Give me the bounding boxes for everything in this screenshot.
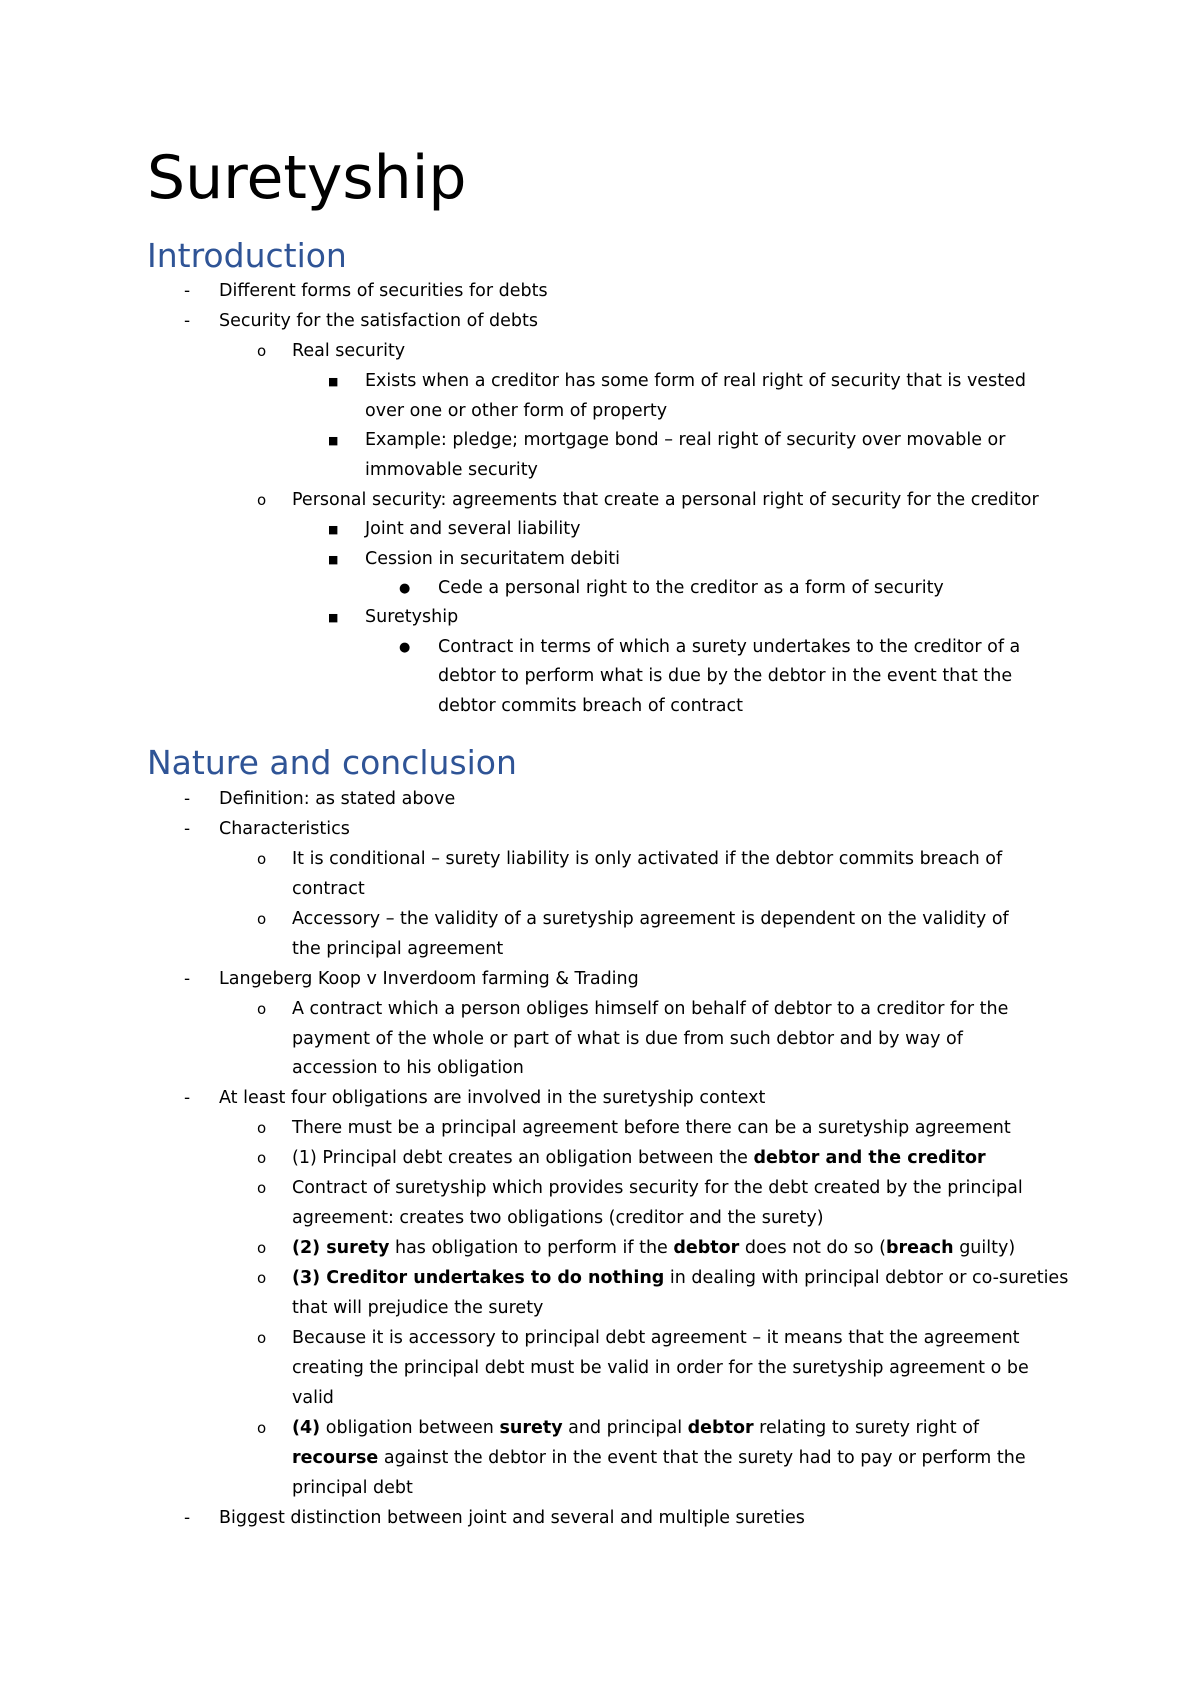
square-bullet: ■ bbox=[328, 553, 339, 566]
list-item-continuation bbox=[292, 1444, 1026, 1474]
heading-nature-and-conclusion: Nature and conclusion bbox=[147, 743, 517, 782]
list-item: Real security bbox=[292, 341, 406, 361]
square-bullet: ■ bbox=[328, 375, 339, 388]
list-item-continuation: payment of the whole or part of what is due from such debtor and by way of bbox=[292, 1029, 963, 1049]
bold-text-run: surety bbox=[499, 1418, 563, 1438]
list-item: Langeberg Koop v Inverdoom farming & Trading bbox=[219, 969, 639, 989]
circle-bullet: o bbox=[257, 1000, 267, 1018]
list-item-continuation: that will prejudice the surety bbox=[292, 1298, 544, 1318]
circle-bullet: o bbox=[257, 850, 267, 868]
circle-bullet: o bbox=[257, 1269, 267, 1287]
circle-bullet: o bbox=[257, 1119, 267, 1137]
list-item-continuation: over one or other form of property bbox=[365, 401, 668, 421]
list-item-continuation: contract bbox=[292, 879, 365, 899]
list-item: Joint and several liability bbox=[365, 519, 581, 539]
list-item-continuation: principal debt bbox=[292, 1478, 413, 1498]
circle-bullet: o bbox=[257, 1149, 267, 1167]
bold-text-run: debtor and the creditor bbox=[753, 1148, 986, 1168]
list-item-continuation: the principal agreement bbox=[292, 939, 504, 959]
text-run: obligation between bbox=[320, 1418, 500, 1438]
dot-bullet: ● bbox=[399, 640, 411, 655]
circle-bullet: o bbox=[257, 1419, 267, 1437]
dot-bullet: ● bbox=[399, 581, 411, 596]
dash-bullet: - bbox=[184, 1088, 191, 1108]
dash-bullet: - bbox=[184, 311, 191, 331]
list-item: Definition: as stated above bbox=[219, 789, 456, 809]
list-item: It is conditional – surety liability is only activated if the debtor commits breach of bbox=[292, 849, 1003, 869]
list-item bbox=[292, 1414, 979, 1444]
list-item: Personal security: agreements that create a personal right of security for the creditor bbox=[292, 490, 1039, 510]
text-run: against the debtor in the event that the surety had to pay or perform the bbox=[378, 1448, 1026, 1468]
dash-bullet: - bbox=[184, 819, 191, 839]
list-item: Accessory – the validity of a suretyship agreement is dependent on the validity of bbox=[292, 909, 1009, 929]
text-run: guilty) bbox=[953, 1238, 1016, 1258]
dash-bullet: - bbox=[184, 969, 191, 989]
circle-bullet: o bbox=[257, 1329, 267, 1347]
list-item: Biggest distinction between joint and several and multiple sureties bbox=[219, 1508, 805, 1528]
list-item: Exists when a creditor has some form of real right of security that is vested bbox=[365, 371, 1026, 391]
circle-bullet: o bbox=[257, 1239, 267, 1257]
circle-bullet: o bbox=[257, 491, 267, 509]
bold-text-run: debtor bbox=[673, 1238, 740, 1258]
square-bullet: ■ bbox=[328, 434, 339, 447]
list-item: Characteristics bbox=[219, 819, 350, 839]
list-item-continuation: accession to his obligation bbox=[292, 1058, 524, 1078]
bold-text-run: recourse bbox=[292, 1448, 379, 1468]
list-item: There must be a principal agreement before there can be a suretyship agreement bbox=[292, 1118, 1011, 1138]
list-item-continuation: debtor commits breach of contract bbox=[438, 696, 743, 716]
list-item-continuation: creating the principal debt must be valid in order for the suretyship agreement o be bbox=[292, 1358, 1029, 1378]
list-item: At least four obligations are involved in the suretyship context bbox=[219, 1088, 766, 1108]
list-item: Because it is accessory to principal debt agreement – it means that the agreement bbox=[292, 1328, 1020, 1348]
list-item: Cede a personal right to the creditor as a form of security bbox=[438, 578, 944, 598]
list-item bbox=[292, 1234, 1015, 1264]
list-item-continuation: valid bbox=[292, 1388, 334, 1408]
dash-bullet: - bbox=[184, 1508, 191, 1528]
text-run: does not do so ( bbox=[739, 1238, 886, 1258]
dash-bullet: - bbox=[184, 281, 191, 301]
list-item: Contract in terms of which a surety undertakes to the creditor of a bbox=[438, 637, 1021, 657]
bold-text-run: (3) Creditor undertakes to do nothing bbox=[292, 1268, 665, 1288]
text-run: (1) Principal debt creates an obligation between the bbox=[292, 1148, 754, 1168]
list-item: Contract of suretyship which provides security for the debt created by the principal bbox=[292, 1178, 1023, 1198]
bold-text-run: (4) bbox=[292, 1418, 321, 1438]
list-item bbox=[292, 1144, 986, 1174]
text-run: has obligation to perform if the bbox=[389, 1238, 674, 1258]
square-bullet: ■ bbox=[328, 611, 339, 624]
circle-bullet: o bbox=[257, 1179, 267, 1197]
list-item-continuation: immovable security bbox=[365, 460, 538, 480]
square-bullet: ■ bbox=[328, 523, 339, 536]
list-item: Example: pledge; mortgage bond – real right of security over movable or bbox=[365, 430, 1006, 450]
text-run: relating to surety right of bbox=[753, 1418, 980, 1438]
dash-bullet: - bbox=[184, 789, 191, 809]
text-run: in dealing with principal debtor or co-sureties bbox=[664, 1268, 1069, 1288]
circle-bullet: o bbox=[257, 342, 267, 360]
heading-introduction: Introduction bbox=[147, 236, 347, 275]
list-item: Suretyship bbox=[365, 607, 459, 627]
list-item-continuation: agreement: creates two obligations (creditor and the surety) bbox=[292, 1208, 824, 1228]
list-item-continuation: debtor to perform what is due by the debtor in the event that the bbox=[438, 666, 1013, 686]
document-title: Suretyship bbox=[147, 143, 467, 213]
list-item: A contract which a person obliges himself on behalf of debtor to a creditor for the bbox=[292, 999, 1009, 1019]
text-run: and principal bbox=[562, 1418, 688, 1438]
circle-bullet: o bbox=[257, 910, 267, 928]
list-item bbox=[292, 1264, 1068, 1294]
bold-text-run: (2) surety bbox=[292, 1238, 390, 1258]
list-item: Cession in securitatem debiti bbox=[365, 549, 621, 569]
bold-text-run: debtor bbox=[687, 1418, 754, 1438]
list-item: Security for the satisfaction of debts bbox=[219, 311, 538, 331]
bold-text-run: breach bbox=[885, 1238, 954, 1258]
list-item: Different forms of securities for debts bbox=[219, 281, 548, 301]
